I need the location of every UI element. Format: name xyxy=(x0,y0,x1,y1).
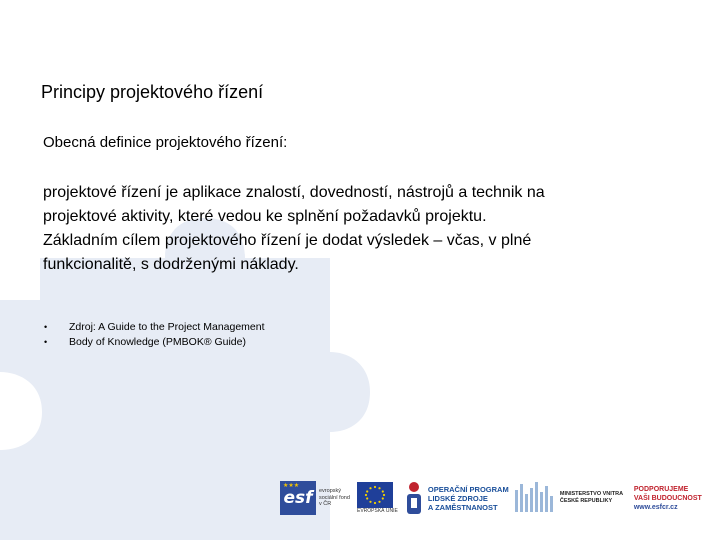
esf-stars-icon: ★★★ xyxy=(283,482,300,489)
support-url: www.esfcr.cz xyxy=(633,503,678,511)
bullet-text: Zdroj: A Guide to the Project Management xyxy=(69,321,265,333)
mv-line: ČESKÉ REPUBLIKY xyxy=(559,498,613,504)
bullet-text: Body of Knowledge (PMBOK® Guide) xyxy=(69,336,246,348)
esf-mark-text: esf xyxy=(283,488,313,508)
op-people-icon xyxy=(404,480,424,516)
bullet-marker: • xyxy=(44,322,48,332)
support-logo-text xyxy=(634,485,702,512)
eu-logo xyxy=(353,478,398,518)
mv-logo xyxy=(510,478,632,518)
op-line: LIDSKÉ ZDROJE xyxy=(427,493,488,503)
definition-line-last: projektové aktivity, které vedou ke splnění požadavků projektu. xyxy=(43,208,487,225)
support-line-1: PODPORUJEME xyxy=(633,485,689,493)
list-item xyxy=(44,320,265,335)
op-logo-text xyxy=(428,485,510,512)
op-logo xyxy=(398,478,510,518)
op-line: OPERAČNÍ PROGRAM xyxy=(427,484,509,494)
eu-flag-icon xyxy=(357,482,393,508)
goal-line-last: funkcionalitě, s dodrženými náklady. xyxy=(43,256,299,273)
definition-line-justified: projektové řízení je aplikace znalostí, dovedností, nástrojů a technik na xyxy=(43,184,545,201)
esf-logo-mark xyxy=(280,481,316,515)
op-line: A ZAMĚSTNANOST xyxy=(427,502,498,512)
slide-title: Principy projektového řízení xyxy=(41,82,264,102)
bullet-marker: • xyxy=(44,337,48,347)
goal-line-justified: Základním cílem projektového řízení je dodat výsledek – včas, v plné xyxy=(43,232,532,249)
slide-subtitle: Obecná definice projektového řízení: xyxy=(43,134,288,151)
goal-paragraph xyxy=(43,229,672,301)
support-line-2: VAŠI BUDOUCNOST xyxy=(633,494,702,502)
eu-logo-text: EVROPSKÁ UNIE xyxy=(357,508,398,514)
mv-line: MINISTERSTVO VNITRA xyxy=(559,491,624,497)
list-item xyxy=(44,335,265,350)
mv-logo-text xyxy=(560,491,632,505)
support-logo xyxy=(632,478,702,518)
source-bullet-list xyxy=(44,320,265,350)
esf-logo-text: evropský sociální fond v ČR xyxy=(319,488,350,508)
mv-bars-icon xyxy=(514,480,556,516)
esf-logo xyxy=(280,478,353,518)
footer-logo-strip xyxy=(280,478,716,518)
